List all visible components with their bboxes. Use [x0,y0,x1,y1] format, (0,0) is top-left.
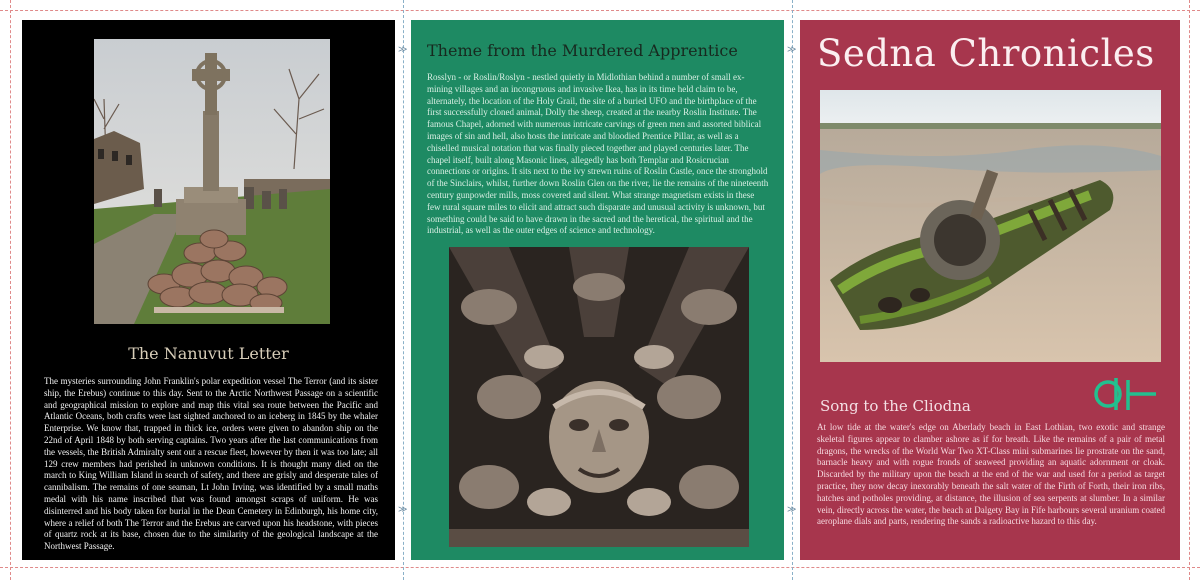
panel-nanuvut-letter [22,20,395,560]
nanuvut-letter-body: The mysteries surrounding John Franklin's polar expedition vessel The Terror (and its sister ship, the Erebus) continue to this day. Sent to the Arctic Northwest Passage on a scientific and geographical mission to explore and map this vital sea route between the Pacific and Atlantic Oceans, both crafts were last sighted anchored to an iceberg in 1845 by the whaler Enterprise. We know that, trapped in thick ice, orders were given to abandon ship on the 22nd of April 1848 by both serving captains. Two years after the last communications from the vessels, the British Admiralty sent out a rescue fleet, however by then it was too late; all 129 crew members had perished in unknown conditions. It is thought many died on the march to King William Island in search of safety, and there are grisly and desperate tales of cannibalism. The remains of one seaman, Lt John Irving, was identified by a small maths medal with his name inscribed that was found amongst scraps of uniform. He was disinterred and his body taken for burial in the Dean Cemetery in Edinburgh, his home city, where a relief of both The Terror and the Erebus are carved upon his headstone, with pieces of quartz rock at its base, chosen due to the similarity of the geological landscape at the Northwest Passage. [44,376,378,552]
green-man-carving-photo [449,247,749,547]
bottom-trim-guide [0,567,1200,568]
fold-mark-top-left-icon: ≫ [398,45,408,55]
monogram-logo-icon [1094,374,1158,414]
nanuvut-letter-title: The Nanuvut Letter [128,344,289,363]
right-trim-guide [1189,0,1190,580]
fold-mark-top-right-icon: ≫ [787,45,797,55]
murdered-apprentice-title: Theme from the Murdered Apprentice [427,41,738,60]
memorial-cross-photo [94,39,330,324]
song-to-the-cliodna-title: Song to the Cliodna [820,397,971,415]
panel-sedna-chronicles [800,20,1180,560]
fold-guide-right [792,0,793,580]
panel-murdered-apprentice [411,20,784,560]
left-trim-guide [10,0,11,580]
fold-mark-bottom-left-icon: ≫ [398,505,408,515]
fold-mark-bottom-right-icon: ≫ [787,505,797,515]
murdered-apprentice-body: Rosslyn - or Roslin/Roslyn - nestled quietly in Midlothian behind a number of small ex-mining villages and an incongruous and invasive Ikea, has in its time held claim to be, alternately, the location of the Holy Grail, the site of a buried UFO and the birthplace of the first successfully cloned animal, Dolly the sheep, created at the nearby Roslin Institute. The famous Chapel, adorned with numerous intricate carvings of green men and assorted biblical images of sin and hell, also hosts the intricate and bloodied Prentice Pillar, as well as a chiselled musical notation that was finally pieced together and played centuries later. The chapel itself, built along Masonic lines, allegedly has both Templar and Rosicrucian connections or origins. It sits next to the ivy strewn ruins of Roslin Castle, once the stronghold of the Sinclairs, whilst, further down Roslin Glen on the river, lie the remains of the nineteenth century gunpowder mills, moss covered and silent. What strange magnetism exists in these few rural square miles to elicit and attract such disparate and unusual activity is unknown, but something could be said to have drawn in the sacred and the heretical, the spiritual and the industrial, as well as the outer edges of science and technology. [427,72,769,236]
sedna-chronicles-title: Sedna Chronicles [817,32,1155,75]
top-trim-guide [0,10,1200,11]
fold-guide-left [403,0,404,580]
song-to-the-cliodna-body: At low tide at the water's edge on Aberlady beach in East Lothian, two exotic and strange skeletal figures appear to clamber ashore as if for breath. Like the remains of a pair of metal dragons, the wrecks of the World War Two XT-Class mini submarines lie prostrate on the sand, barnacle heavy and with rogue fronds of seaweed providing an aquatic adornment or cloak. Discarded by the military upon the beach at the end of the war and used for a period as target practice, they now decay inexorably beneath the salt water of the Firth of Forth, their iron ribs, hatches and potholes providing, at distance, the illusion of sea serpents at slumber. In a similar vein, directly across the water, the beach at Dalgety Bay in Fife harbours several uranium coated aeroplane dials and parts, rendering the sands a radioactive hazard to this day. [817,422,1165,527]
submarine-wreck-photo [820,90,1161,362]
